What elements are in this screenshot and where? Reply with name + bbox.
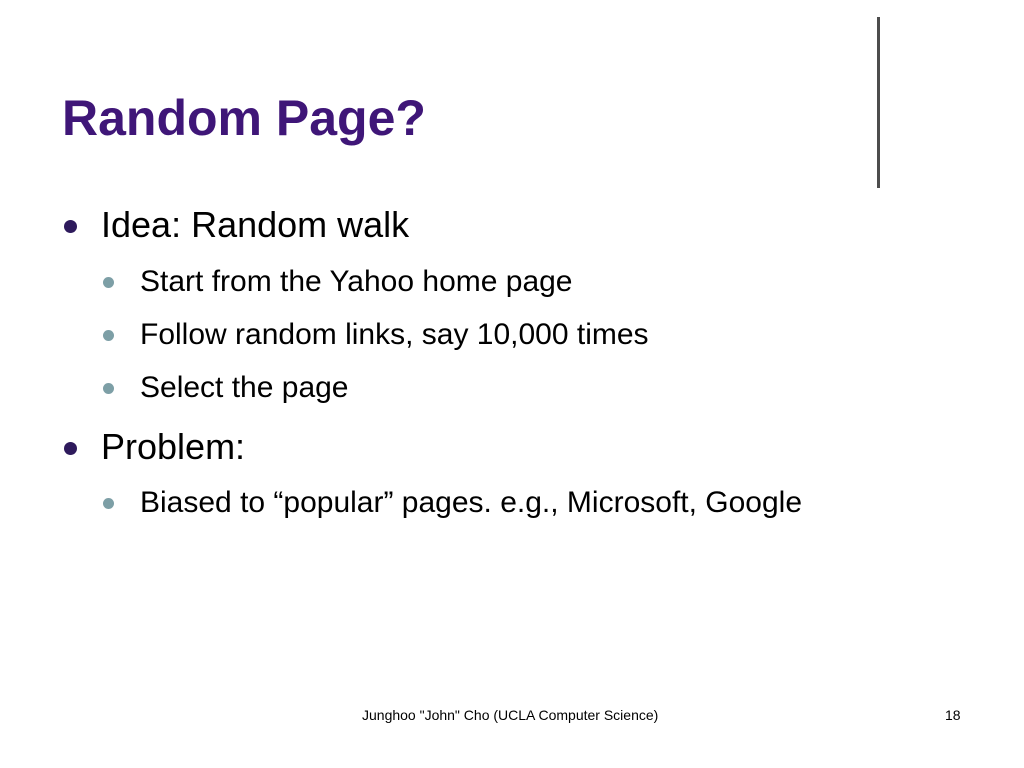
sub-bullet-dot-icon (103, 383, 114, 394)
slide-title: Random Page? (62, 90, 426, 146)
bullet-dot-icon (64, 442, 77, 455)
sub-bullet-text: Follow random links, say 10,000 times (140, 318, 649, 351)
bullet-dot-icon (64, 220, 77, 233)
sub-bullet-dot-icon (103, 330, 114, 341)
sub-bullet-dot-icon (103, 498, 114, 509)
footer-text: Junghoo "John" Cho (UCLA Computer Science) (362, 707, 659, 723)
sub-bullet-text: Select the page (140, 371, 349, 404)
sub-bullet-text: Biased to “popular” pages. e.g., Microsoft, Google (140, 486, 803, 519)
sub-bullet-dot-icon (103, 277, 114, 288)
vertical-divider (877, 17, 880, 188)
sub-bullet-text: Start from the Yahoo home page (140, 265, 573, 298)
bullet-text: Idea: Random walk (101, 204, 410, 245)
page-number: 18 (945, 707, 961, 723)
bullet-text: Problem: (101, 426, 246, 467)
